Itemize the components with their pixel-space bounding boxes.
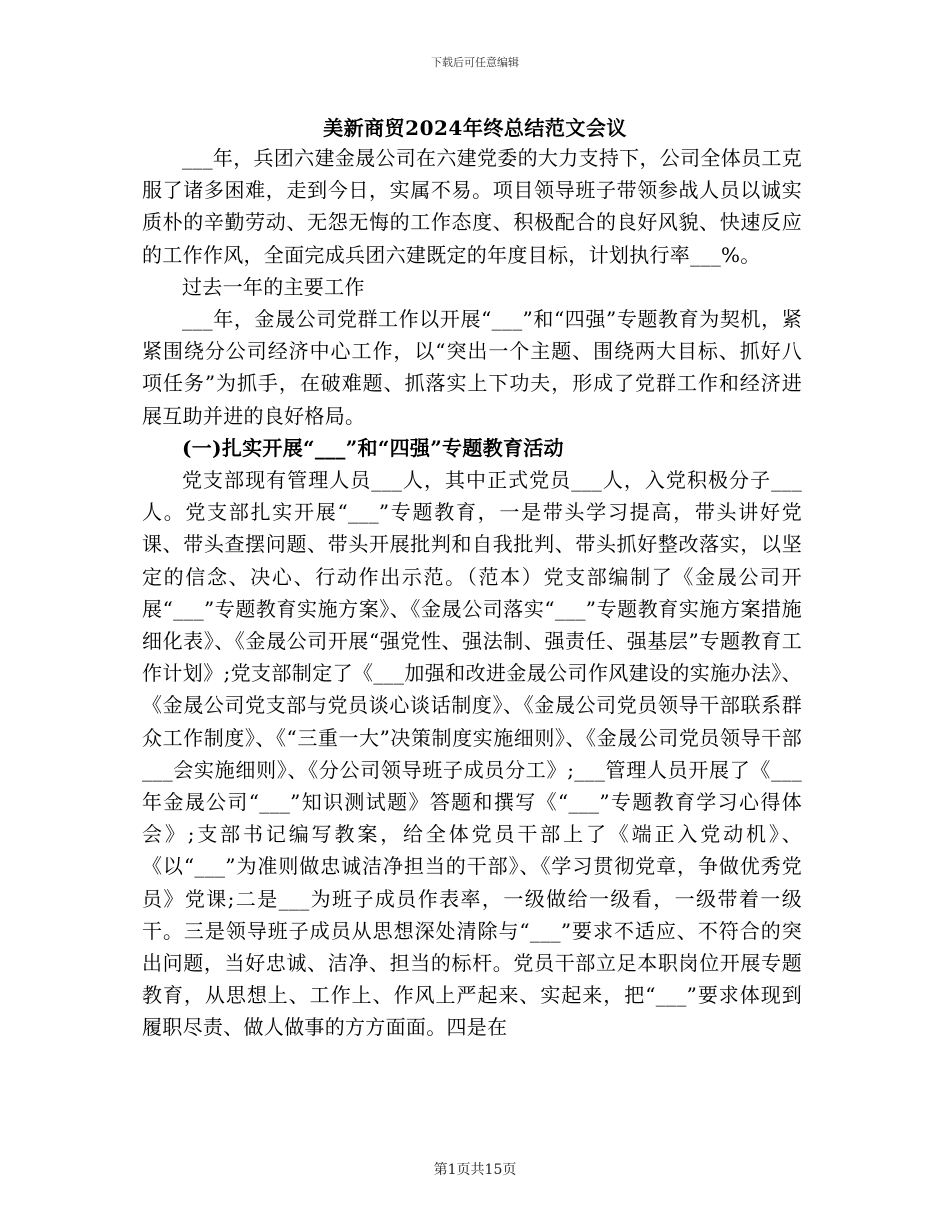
overview-paragraph: ___年，金晟公司党群工作以开展“___”和“四强”专题教育为契机，紧紧围绕分公司经济中心工作，以“突出一个主题、围绕两大目标、抓好八项任务”为抓手，在破难题、抓落实上下功夫，形成了党群工作和经济进展互助并进的良好格局。 (142, 307, 802, 428)
document-body (142, 142, 802, 1044)
subheading-main-work: 过去一年的主要工作 (182, 274, 365, 299)
document-title: 美新商贸2024年终总结范文会议 (323, 116, 627, 140)
section-1-paragraph: 党支部现有管理人员___人，其中正式党员___人，入党积极分子___人。党支部扎实开展“___”专题教育，一是带头学习提高，带头讲好党课、带头查摆问题、带头开展批判和自我批判、带头抓好整改落实，以坚定的信念、决心、行动作出示范。（范本）党支部编制了《金晟公司开展“___”专题教育实施方案》、《金晟公司落实“___”专题教育实施方案措施细化表》、《金晟公司开展“强党性、强法制、强责任、强基层”专题教育工作计划》;党支部制定了《___加强和改进金晟公司作风建设的实施办法》、《金晟公司党支部与党员谈心谈话制度》、《金晟公司党员领导干部联系群众工作制度》、《“三重一大”决策制度实施细则》、《金晟公司党员领导干部___会实施细则》、《分公司领导班子成员分工》;___管理人员开展了《___年金晟公司“___”知识测试题》答题和撰写《“___”专题教育学习心得体会》;支部书记编写教案，给全体党员干部上了《端正入党动机》、《以“___”为准则做忠诚洁净担当的干部》、《学习贯彻党章，争做优秀党员》党课;二是___为班子成员作表率，一级做给一级看，一级带着一级干。三是领导班子成员从思想深处清除与“___”要求不适应、不符合的突出问题，当好忠诚、洁净、担当的标杆。党员干部立足本职岗位开展专题教育，从思想上、工作上、作风上严起来、实起来，把“___”要求体现到履职尽责、做人做事的方方面面。四是在 (142, 468, 802, 1040)
intro-paragraph: ___年，兵团六建金晟公司在六建党委的大力支持下，公司全体员工克服了诸多困难，走到今日，实属不易。项目领导班子带领参战人员以诚实质朴的辛勤劳动、无怨无悔的工作态度、积极配合的良好风貌、快速反应的工作作风，全面完成兵团六建既定的年度目标，计划执行率___%。 (142, 146, 802, 267)
page-number-footer: 第1页共15页 (433, 1162, 517, 1178)
header-note: 下载后可任意编辑 (431, 56, 519, 69)
section-heading-1: (一)扎实开展“___”和“四强”专题教育活动 (182, 435, 564, 460)
